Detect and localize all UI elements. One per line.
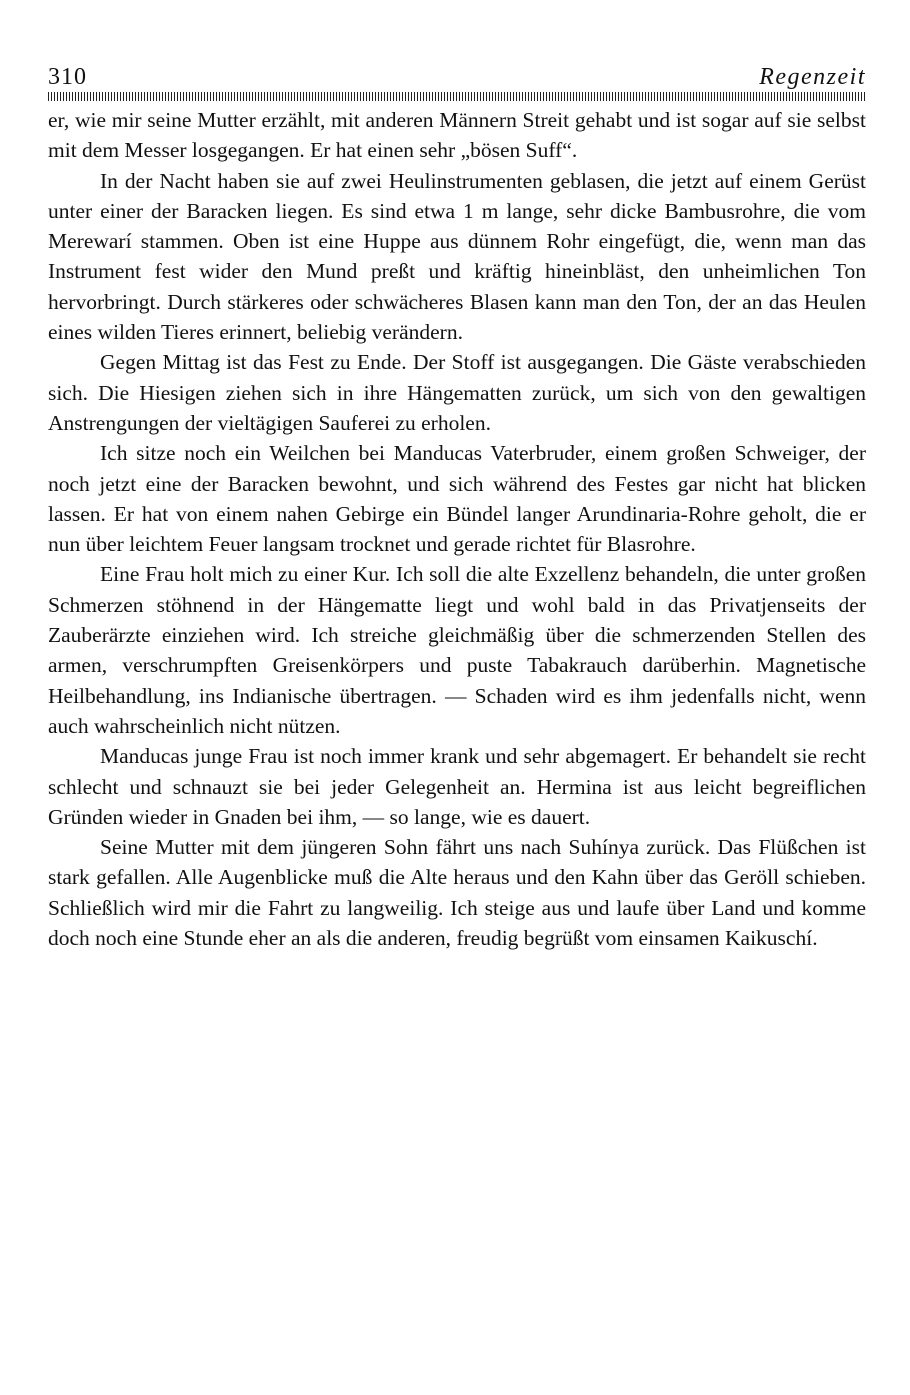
paragraph: Eine Frau holt mich zu einer Kur. Ich soll die alte Exzellenz behandeln, die unter großen Schmerzen stöhnend in der Hängematte liegt und wohl bald in das Privatjenseits der Zauberärzte einziehen wird. Ich streiche gleichmäßig über die schmerzenden Stellen des armen, verschrumpften Greisenkörpers und puste Tabakrauch darüberhin. Magnetische Heilbehandlung, ins Indianische übertragen. — Schaden wird es ihm jedenfalls nicht, wenn auch wahrscheinlich nicht nützen. bbox=[48, 562, 866, 738]
body-text bbox=[48, 105, 866, 953]
running-head bbox=[48, 62, 866, 92]
book-page bbox=[48, 62, 866, 953]
page-number: 310 bbox=[48, 64, 87, 90]
chapter-title: Regenzeit bbox=[759, 64, 866, 90]
paragraph: In der Nacht haben sie auf zwei Heulinstrumenten geblasen, die jetzt auf einem Gerüst unter einer der Baracken liegen. Es sind etwa 1 m lange, sehr dicke Bambusrohre, die vom Merewarí stammen. Oben ist eine Huppe aus dünnem Rohr eingefügt, die, wenn man das Instrument fest wider den Mund preßt und kräftig hineinbläst, den unheimlichen Ton hervorbringt. Durch stärkeres oder schwächeres Blasen kann man den Ton, der an das Heulen eines wilden Tieres erinnert, beliebig verändern. bbox=[48, 168, 866, 345]
paragraph-continued: er, wie mir seine Mutter erzählt, mit anderen Männern Streit gehabt und ist sogar auf sie selbst mit dem Messer losgegangen. Er hat einen sehr „bösen Suff“. bbox=[48, 108, 866, 163]
paragraph: Ich sitze noch ein Weilchen bei Manducas Vaterbruder, einem großen Schweiger, der noch jetzt eine der Baracken bewohnt, und sich während des Festes gar nicht hat blicken lassen. Er hat von einem nahen Gebirge ein Bündel langer Arundinaria-Rohre geholt, die er nun über leichtem Feuer langsam trocknet und gerade richtet für Blasrohre. bbox=[48, 441, 866, 557]
header-rule bbox=[48, 92, 866, 101]
paragraph: Manducas junge Frau ist noch immer krank und sehr abgemagert. Er behandelt sie recht schlecht und schnauzt sie bei jeder Gelegenheit an. Hermina ist aus leicht begreiflichen Gründen wieder in Gnaden bei ihm, — so lange, wie es dauert. bbox=[48, 744, 866, 829]
paragraph: Seine Mutter mit dem jüngeren Sohn fährt uns nach Suhínya zurück. Das Flüßchen ist stark gefallen. Alle Augenblicke muß die Alte heraus und den Kahn über das Geröll schieben. Schließlich wird mir die Fahrt zu langweilig. Ich steige aus und laufe über Land und komme doch noch eine Stunde eher an als die anderen, freudig begrüßt vom einsamen Kaikuschí. bbox=[48, 835, 866, 951]
paragraph: Gegen Mittag ist das Fest zu Ende. Der Stoff ist ausgegangen. Die Gäste verabschieden sich. Die Hiesigen ziehen sich in ihre Hängematten zurück, um sich von den gewaltigen Anstrengungen der vieltägigen Sauferei zu erholen. bbox=[48, 350, 866, 435]
